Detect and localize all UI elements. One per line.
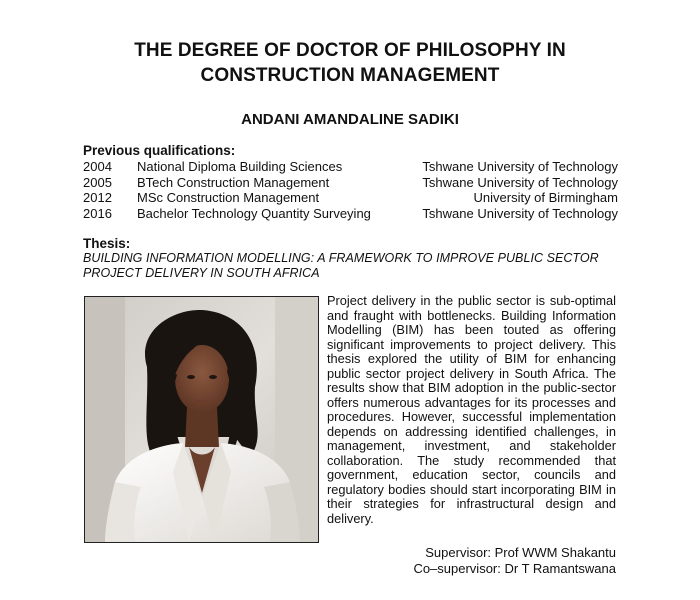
qualification-name: National Diploma Building Sciences	[137, 159, 343, 174]
candidate-name: ANDANI AMANDALINE SADIKI	[241, 111, 459, 128]
thesis-title-line-1: BUILDING INFORMATION MODELLING: A FRAMEWORK TO IMPROVE PUBLIC SECTOR	[83, 251, 599, 265]
qualification-year: 2012	[83, 190, 112, 205]
qualification-row	[83, 190, 618, 206]
qualification-name: Bachelor Technology Quantity Surveying	[137, 205, 371, 221]
previous-qualifications-section	[83, 143, 618, 221]
supervisor-line: Supervisor: Prof WWM Shakantu	[425, 545, 616, 560]
co-supervisor-line: Co–supervisor: Dr T Ramantswana	[413, 560, 616, 576]
degree-title-line-1: THE DEGREE OF DOCTOR OF PHILOSOPHY IN	[134, 40, 566, 61]
thesis-title	[83, 251, 618, 281]
candidate-portrait-photo	[84, 296, 319, 543]
degree-title-line-2: CONSTRUCTION MANAGEMENT	[200, 65, 500, 86]
thesis-title-line-2: PROJECT DELIVERY IN SOUTH AFRICA	[83, 266, 320, 280]
qualification-row	[83, 206, 618, 222]
supervisors-block	[413, 545, 616, 576]
qualification-institution: Tshwane University of Technology	[422, 174, 618, 190]
degree-title	[0, 38, 700, 88]
qualification-institution: Tshwane University of Technology	[422, 159, 618, 174]
qualification-name: MSc Construction Management	[137, 190, 320, 205]
previous-qualifications-heading: Previous qualifications:	[83, 143, 236, 158]
qualification-year: 2004	[83, 159, 112, 174]
portrait-illustration	[85, 297, 318, 542]
thesis-section	[83, 236, 618, 281]
thesis-heading: Thesis:	[83, 236, 131, 251]
qualification-row	[83, 175, 618, 191]
qualification-institution: Tshwane University of Technology	[422, 205, 618, 221]
thesis-abstract: Project delivery in the public sector is sub-optimal and fraught with bottlenecks. Building Information Modelling (BIM) has been touted as offering significant improvements to project delivery. This thesis explored the utility of BIM for enhancing public sector project delivery in South Africa. The results show that BIM adoption in the public-sector offers numerous advantages for its processes and procedures. However, successful implementation depends on addressing identified challenges, in management, investment, and stakeholder collaboration. The study recommended that government, education sector, councils and regulatory bodies should start incorporating BIM in their strategies for infrastructural design and delivery.	[327, 293, 616, 526]
qualification-row	[83, 159, 618, 175]
qualification-name: BTech Construction Management	[137, 174, 330, 190]
qualification-institution: University of Birmingham	[473, 190, 618, 205]
qualification-year: 2005	[83, 174, 112, 190]
qualification-year: 2016	[83, 205, 112, 221]
